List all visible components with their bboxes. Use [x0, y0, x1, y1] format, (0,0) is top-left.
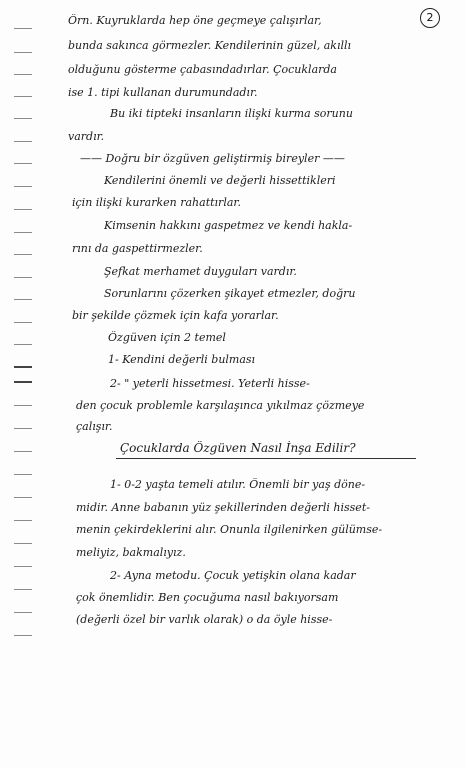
text-line: 2- Ayna metodu. Çocuk yetişkin olana kadar — [110, 569, 356, 582]
section-heading: —— Doğru bir özgüven geliştirmiş bireyler —— — [80, 152, 345, 165]
text-line: olduğunu gösterme çabasındadırlar. Çocuklarda — [68, 63, 337, 76]
text-line: menin çekirdeklerini alır. Onunla ilgilenirken gülümse- — [76, 523, 383, 536]
text-line: 1- Kendini değerli bulması — [108, 353, 256, 366]
text-line: meliyiz, bakmalıyız. — [76, 546, 186, 559]
text-line: çok önemlidir. Ben çocuğuma nasıl bakıyorsam — [76, 591, 339, 604]
text-line: Sorunlarını çözerken şikayet etmezler, doğru — [104, 287, 356, 300]
text-line: Bu iki tipteki insanların ilişki kurma sorunu — [110, 107, 353, 120]
text-line: Özgüven için 2 temel — [108, 331, 226, 344]
text-line: bunda sakınca görmezler. Kendilerinin güzel, akıllı — [68, 39, 352, 52]
text-line: bir şekilde çözmek için kafa yorarlar. — [72, 309, 279, 322]
text-line: 2- " yeterli hissetmesi. Yeterli hisse- — [110, 377, 310, 390]
section-heading: Çocuklarda Özgüven Nasıl İnşa Edilir? — [120, 441, 356, 455]
text-line: 1- 0-2 yaşta temeli atılır. Önemli bir yaş döne- — [110, 478, 366, 491]
text-line: den çocuk problemle karşılaşınca yıkılmaz çözmeye — [76, 399, 365, 412]
text-line: (değerli özel bir varlık olarak) o da öyle hisse- — [76, 613, 333, 626]
text-line: Örn. Kuyruklarda hep öne geçmeye çalışırlar, — [68, 14, 322, 27]
text-line: Şefkat merhamet duyguları vardır. — [104, 265, 297, 278]
text-line: Kendilerini önemli ve değerli hissettikleri — [104, 174, 336, 187]
text-line: rını da gaspettirmezler. — [72, 242, 203, 255]
text-line: midir. Anne babanın yüz şekillerinden değerli hisset- — [76, 501, 370, 514]
text-line: vardır. — [68, 130, 105, 143]
text-line: çalışır. — [76, 420, 113, 433]
margin-ruling — [14, 0, 44, 768]
text-line: için ilişki kurarken rahattırlar. — [72, 196, 241, 209]
text-line: Kimsenin hakkını gaspetmez ve kendi hakla- — [104, 219, 353, 232]
heading-underline — [116, 458, 416, 459]
text-line: ise 1. tipi kullanan durumundadır. — [68, 86, 258, 99]
page-number-circle: 2 — [420, 8, 440, 28]
